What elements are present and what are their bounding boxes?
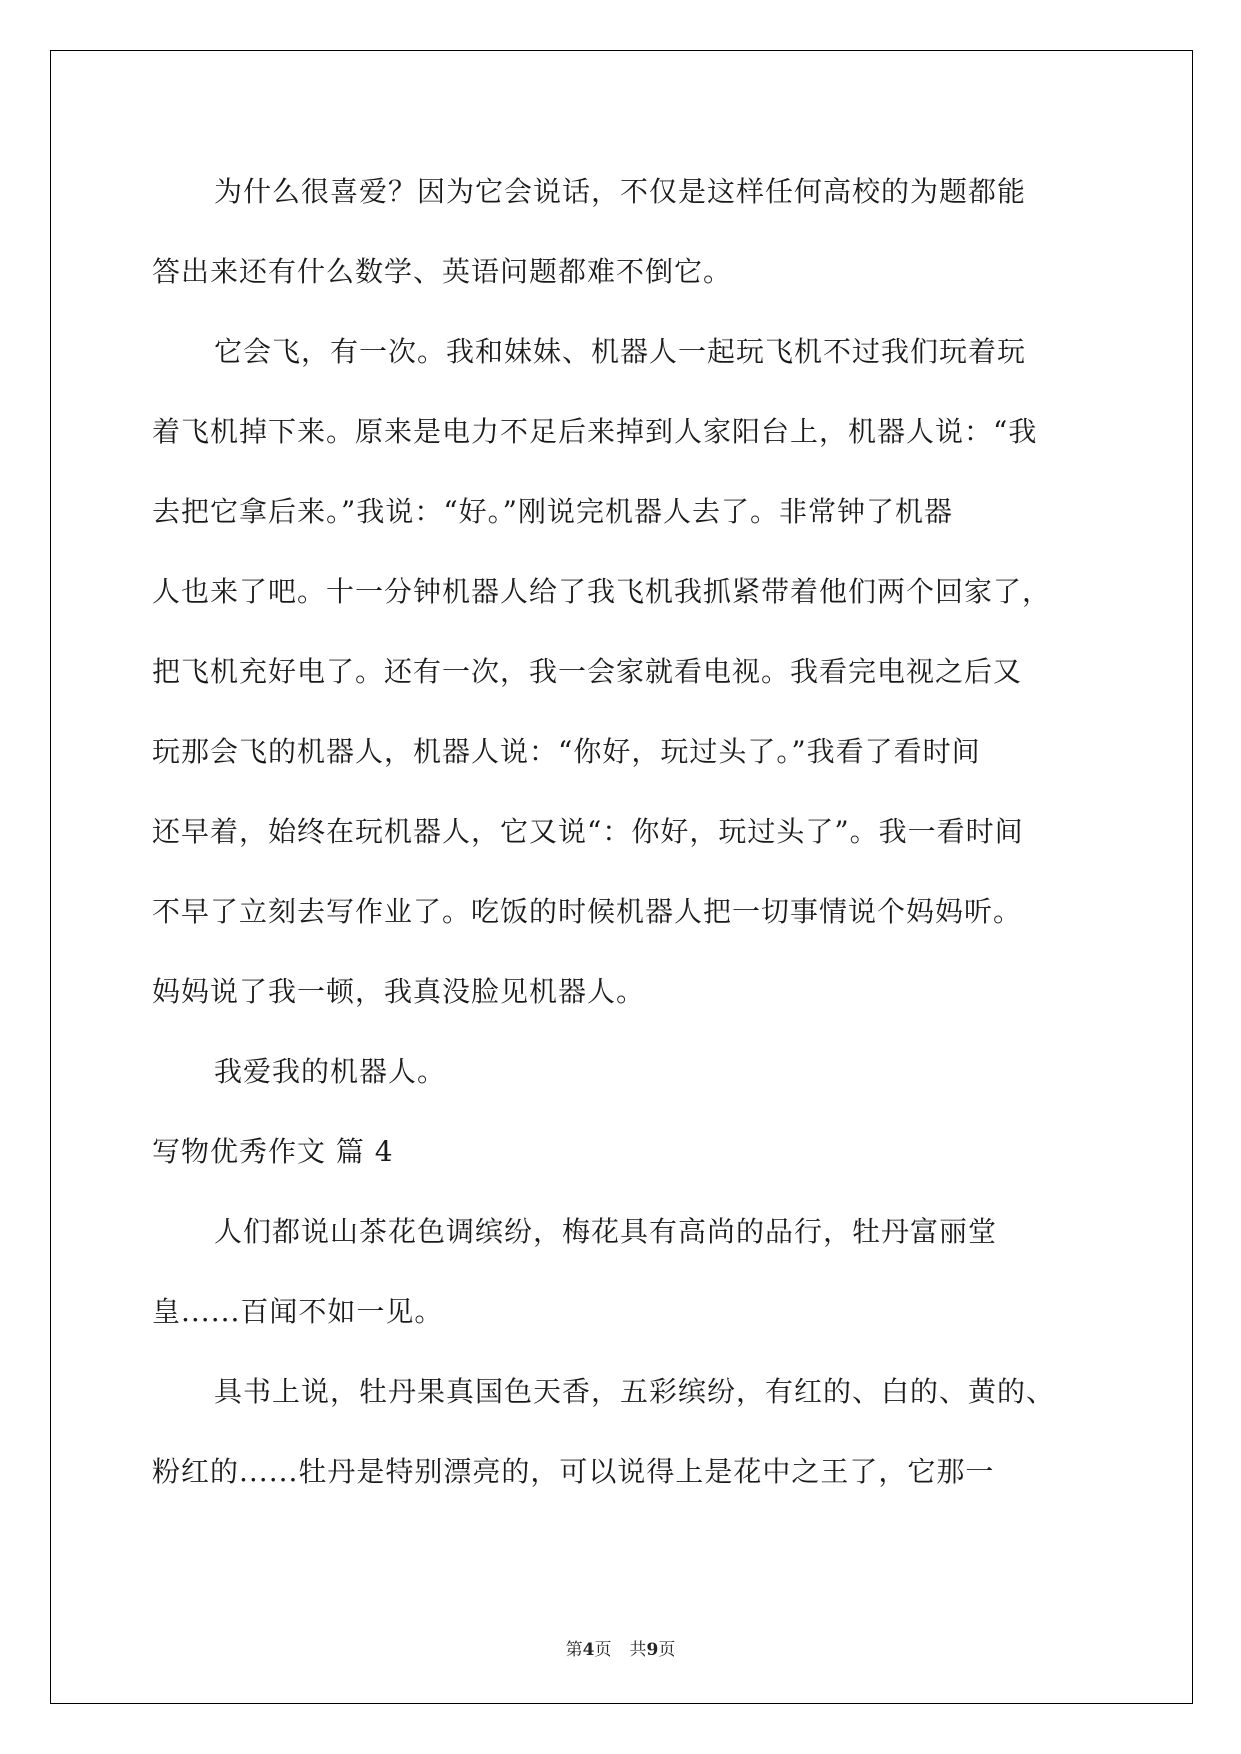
paragraph-line: 把飞机充好电了。还有一次，我一会家就看电视。我看完电视之后又 (152, 655, 1023, 688)
paragraph-line: 皇......百闻不如一见。 (152, 1295, 444, 1328)
paragraph-line: 人也来了吧。十一分钟机器人给了我飞机我抓紧带着他们两个回家了， (152, 575, 1052, 608)
footer-total-prefix: 共 (629, 1640, 647, 1660)
paragraph-line: 妈妈说了我一顿，我真没脸见机器人。 (152, 975, 646, 1008)
paragraph-line: 玩那会飞的机器人，机器人说：“你好，玩过头了。”我看了看时间 (152, 735, 981, 768)
footer-total-suffix: 页 (658, 1640, 676, 1660)
paragraph-line: 答出来还有什么数学、英语问题都难不倒它。 (152, 255, 733, 288)
paragraph-line: 它会飞，有一次。我和妹妹、机器人一起玩飞机不过我们玩着玩 (214, 335, 1027, 368)
current-page-number: 4 (582, 1640, 595, 1660)
paragraph-line: 不早了立刻去写作业了。吃饭的时候机器人把一切事情说个妈妈听。 (152, 895, 1023, 928)
footer-prefix: 第 (565, 1640, 583, 1660)
paragraph-line: 为什么很喜爱？因为它会说话，不仅是这样任何高校的为题都能 (214, 175, 1027, 208)
paragraph-line: 具书上说，牡丹果真国色天香，五彩缤纷，有红的、白的、黄的、 (214, 1375, 1056, 1408)
section-heading: 写物优秀作文 篇 4 (152, 1135, 394, 1168)
total-page-number: 9 (646, 1640, 659, 1660)
paragraph-line: 去把它拿后来。”我说：“好。”刚说完机器人去了。非常钟了机器 (152, 495, 953, 528)
paragraph-line: 我爱我的机器人。 (214, 1055, 447, 1088)
paragraph-line: 还早着，始终在玩机器人，它又说“：你好，玩过头了”。我一看时间 (152, 815, 1024, 848)
paragraph-line: 人们都说山茶花色调缤纷，梅花具有高尚的品行，牡丹富丽堂 (214, 1215, 998, 1248)
paragraph-line: 粉红的......牡丹是特别漂亮的，可以说得上是花中之王了，它那一 (152, 1455, 995, 1488)
paragraph-line: 着飞机掉下来。原来是电力不足后来掉到人家阳台上，机器人说：“我 (152, 415, 1038, 448)
footer-page-suffix: 页 (594, 1640, 612, 1660)
page-footer (0, 1635, 1241, 1660)
